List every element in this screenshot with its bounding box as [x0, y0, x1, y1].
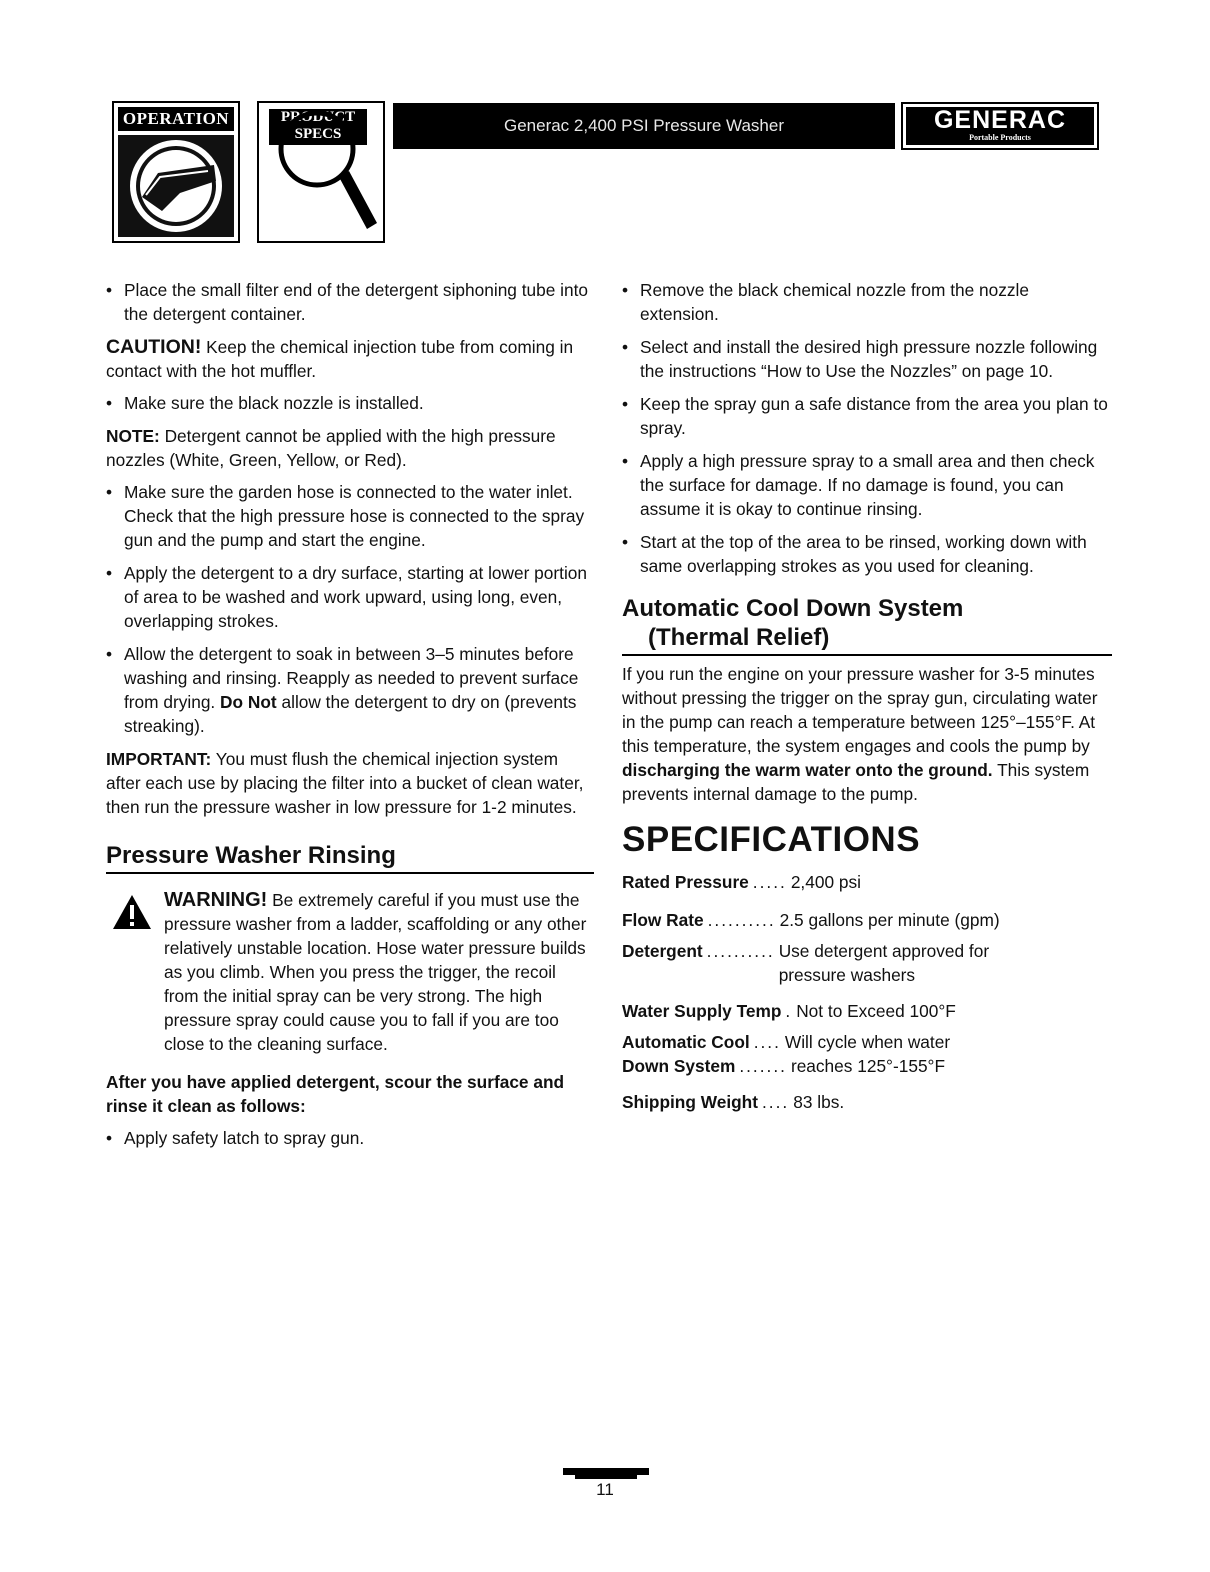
cool-down-text: If you run the engine on your pressure washer for 3-5 minutes without pressing the trigger on the spray gun, circulating water in the pump can reach a temperature between 125°–155°F. At this temperature, the system engages and cools the pump by: [622, 664, 1098, 756]
logo-text: GENERAC: [933, 106, 1066, 134]
product-specs-label: PRODUCT SPECS: [269, 109, 367, 145]
important-lead: IMPORTANT:: [106, 749, 212, 769]
spec-name: Rated Pressure: [622, 872, 749, 892]
list-item: • Keep the spray gun a safe distance from the area you plan to spray.: [622, 392, 1112, 440]
spec-leader: .....: [752, 872, 787, 892]
left-column: [106, 278, 594, 1159]
operation-label: OPERATION: [118, 107, 234, 131]
spec-name: Automatic Cool: [622, 1032, 750, 1052]
spec-row: [622, 999, 1112, 1023]
note-lead: NOTE:: [106, 426, 160, 446]
list-item: • Remove the black chemical nozzle from the nozzle extension.: [622, 278, 1112, 326]
spec-row: [622, 1090, 1112, 1114]
cool-down-paragraph: [622, 662, 1112, 806]
spec-leader: ....: [753, 1032, 781, 1052]
caution-lead: CAUTION!: [106, 336, 202, 358]
note-paragraph: [106, 424, 594, 472]
list-item: • Make sure the black nozzle is installed.: [106, 391, 594, 415]
spec-name: Water Supply Temp: [622, 1001, 782, 1021]
cool-down-title: Automatic Cool Down System: [622, 595, 964, 622]
list-item-text: allow the detergent to dry on (prevents streaking).: [124, 692, 577, 736]
spec-value: 2,400 psi: [790, 872, 861, 892]
do-not-emphasis: Do Not: [220, 692, 277, 712]
spec-leader: ..........: [706, 941, 775, 961]
list-item: • Apply a high pressure spray to a small area and then check the surface for damage. If no damage is found, you can assume it is okay to continue rinsing.: [622, 449, 1112, 521]
spec-name: Flow Rate: [622, 910, 704, 930]
product-specs-badge: [257, 101, 385, 243]
spec-value: Use detergent approved for pressure washers: [778, 941, 990, 985]
cool-down-heading: [622, 594, 1112, 656]
document-title: Generac 2,400 PSI Pressure Washer: [393, 103, 895, 149]
spec-row: [622, 870, 1112, 894]
warning-triangle-icon: [112, 894, 152, 930]
generac-logo: [901, 102, 1099, 150]
spec-name: Shipping Weight: [622, 1092, 758, 1112]
spec-row: [622, 908, 1112, 932]
spec-name: Down System: [622, 1056, 736, 1076]
spec-value: reaches 125°-155°F: [790, 1056, 946, 1076]
right-column: [622, 278, 1112, 1121]
page-number: 11: [596, 1480, 614, 1499]
list-item: • Select and install the desired high pressure nozzle following the instructions “How to Use the Nozzles” on page 10.: [622, 335, 1112, 383]
magnifier-icon: [259, 103, 383, 241]
important-text: You must flush the chemical injection system after each use by placing the filter into a bucket of clean water, then run the pressure washer in low pressure for 1-2 minutes.: [106, 749, 584, 817]
spec-row: [622, 1054, 1112, 1078]
spec-leader: ..........: [707, 910, 776, 930]
after-detergent-instruction: After you have applied detergent, scour the surface and rinse it clean as follows:: [106, 1072, 565, 1116]
list-item: • Apply the detergent to a dry surface, starting at lower portion of area to be washed and work upward, using long, even, overlapping strokes.: [106, 561, 594, 633]
list-item: [106, 642, 594, 738]
spec-value: Not to Exceed 100°F: [796, 1001, 956, 1021]
logo-subtext: Portable Products: [969, 133, 1031, 142]
list-item: • Apply safety latch to spray gun.: [106, 1126, 594, 1150]
spec-name: Detergent: [622, 941, 703, 961]
warning-lead: WARNING!: [164, 889, 268, 911]
spec-value: 2.5 gallons per minute (gpm): [779, 910, 1000, 930]
operation-icon: [118, 135, 234, 237]
specifications-heading: SPECIFICATIONS: [622, 820, 921, 859]
specifications-table: [622, 870, 1112, 1114]
rinsing-heading: Pressure Washer Rinsing: [106, 841, 594, 874]
list-item: • Place the small filter end of the detergent siphoning tube into the detergent container.: [106, 278, 594, 326]
list-item-text: Allow the detergent to soak in between 3–5 minutes before washing and rinsing. Reapply as needed to prevent surface from drying.: [124, 644, 579, 712]
spec-row: [622, 939, 1112, 987]
operation-badge: [112, 101, 240, 243]
footer-rule-lower: [575, 1475, 637, 1479]
spec-value: 83 lbs.: [793, 1092, 845, 1112]
spec-leader: ....: [762, 1092, 790, 1112]
important-paragraph: [106, 747, 594, 819]
cool-down-text: This system prevents internal damage to the pump.: [622, 760, 1090, 804]
cool-down-subtitle: (Thermal Relief): [648, 624, 830, 651]
caution-paragraph: [106, 335, 594, 383]
caution-text: Keep the chemical injection tube from coming in contact with the hot muffler.: [106, 337, 574, 381]
list-item: • Make sure the garden hose is connected to the water inlet. Check that the high pressure hose is connected to the spray gun and the pump and start the engine.: [106, 480, 594, 552]
footer-rule: [563, 1468, 649, 1475]
spec-row: [622, 1030, 1112, 1054]
cool-down-emphasis: discharging the warm water onto the ground.: [622, 760, 993, 780]
spec-leader: .: [785, 1001, 793, 1021]
warning-text: Be extremely careful if you must use the pressure washer from a ladder, scaffolding or any other relatively unstable location. Hose water pressure builds as you climb. When you press the trigger, the recoil from the initial spray can be very strong. The high pressure spray could cause you to fall if you are too close to the cleaning surface.: [164, 890, 587, 1054]
spec-value: Will cycle when water: [784, 1032, 951, 1052]
spec-leader: .......: [739, 1056, 787, 1076]
list-item: • Start at the top of the area to be rinsed, working down with same overlapping strokes as you used for cleaning.: [622, 530, 1112, 578]
warning-block: [106, 888, 594, 1056]
note-text: Detergent cannot be applied with the high pressure nozzles (White, Green, Yellow, or Red).: [106, 426, 556, 470]
